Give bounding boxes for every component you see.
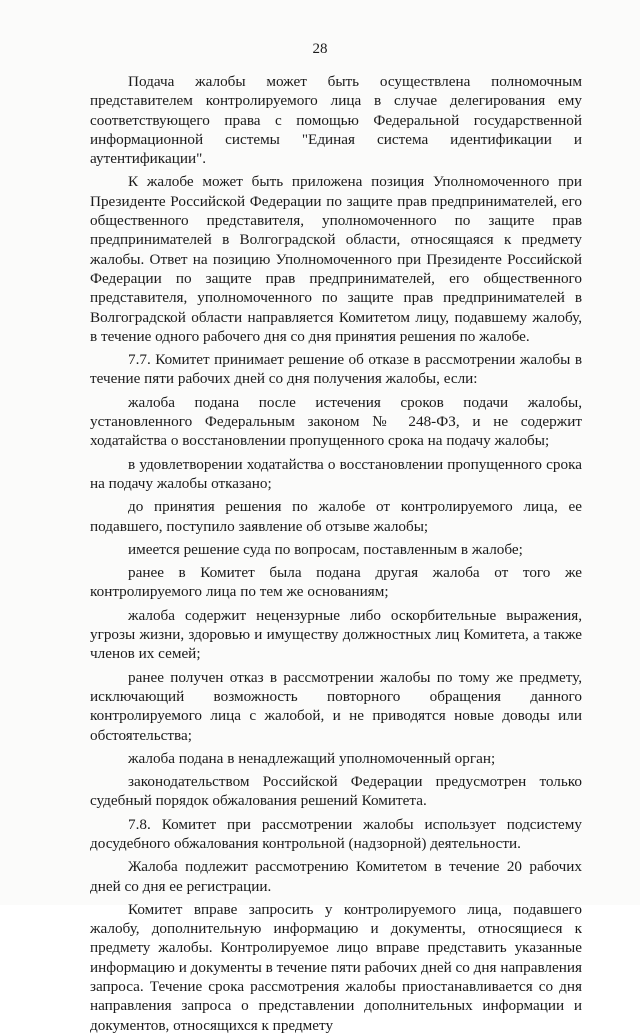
paragraph-ombudsman-position: К жалобе может быть приложена позиция Уполномоченного при Президенте Российской Федерации по защите прав предпринимателей, его общественного представителя, уполномоченного по защите прав предпринимателей в Волгоградской области, относящаяся к предмету жалобы. Ответ на позицию Уполномоченного при Президенте Российской Федерации по защите прав предпринимателей, его общественного представителя, уполномоченного по защите прав предпринимателей в Волгоградской области направляется Комитетом лицу, подавшему жалобу, в течение одного рабочего дня со дня принятия решения по жалобе.	[90, 173, 582, 345]
paragraph-section-7-8: 7.8. Комитет при рассмотрении жалобы использует подсистему досудебного обжалования контрольной (надзорной) деятельности.	[90, 815, 582, 852]
paragraph-additional-info: Комитет вправе запросить у контролируемого лица, подавшего жалобу, дополнительную информацию и документы, относящиеся к предмету жалобы. Контролируемое лицо вправе представить указанные информацию и документы в течение пяти рабочих дней со дня направления запроса. Течение срока рассмотрения жалобы приостанавливается со дня направления запроса о представлении дополнительных информации и документов, относящихся к предмету	[90, 900, 582, 1034]
paragraph-review-period: Жалоба подлежит рассмотрению Комитетом в течение 20 рабочих дней со дня ее регистрации.	[90, 858, 582, 895]
list-item-court-only: законодательством Российской Федерации предусмотрен только судебный порядок обжалования решений Комитета.	[90, 773, 582, 810]
paragraph-representative: Подача жалобы может быть осуществлена полномочным представителем контролируемого лица в случае делегирования ему соответствующего права с помощью Федеральной государственной информационной системы "Единая система идентификации и аутентификации".	[90, 73, 582, 168]
list-item-court-decision: имеется решение суда по вопросам, поставленным в жалобе;	[128, 540, 523, 558]
list-item-complaint-withdrawn: до принятия решения по жалобе от контролируемого лица, ее подавшего, поступило заявление об отзыве жалобы;	[90, 498, 582, 535]
list-item-petition-refused: в удовлетворении ходатайства о восстановлении пропущенного срока на подачу жалобы отказано;	[90, 455, 582, 492]
paragraph-section-7-7: 7.7. Комитет принимает решение об отказе в рассмотрении жалобы в течение пяти рабочих дней со дня получения жалобы, если:	[90, 351, 582, 388]
document-body	[90, 72, 582, 1035]
list-item-offensive-language: жалоба содержит нецензурные либо оскорбительные выражения, угрозы жизни, здоровью и имуществу должностных лиц Комитета, а также членов их семей;	[90, 606, 582, 663]
list-item-deadline-missed: жалоба подана после истечения сроков подачи жалобы, установленного Федеральным законом № 248-ФЗ, и не содержит ходатайства о восстановлении пропущенного срока на подачу жалобы;	[90, 393, 582, 450]
list-item-prior-refusal: ранее получен отказ в рассмотрении жалобы по тому же предмету, исключающий возможность повторного обращения данного контролируемого лица с жалобой, и не приводятся новые доводы или обстоятельства;	[90, 668, 582, 744]
list-item-wrong-authority: жалоба подана в ненадлежащий уполномоченный орган;	[128, 749, 496, 767]
page-number: 28	[312, 41, 328, 57]
list-item-duplicate-complaint: ранее в Комитет была подана другая жалоба от того же контролируемого лица по тем же основаниям;	[90, 564, 582, 601]
